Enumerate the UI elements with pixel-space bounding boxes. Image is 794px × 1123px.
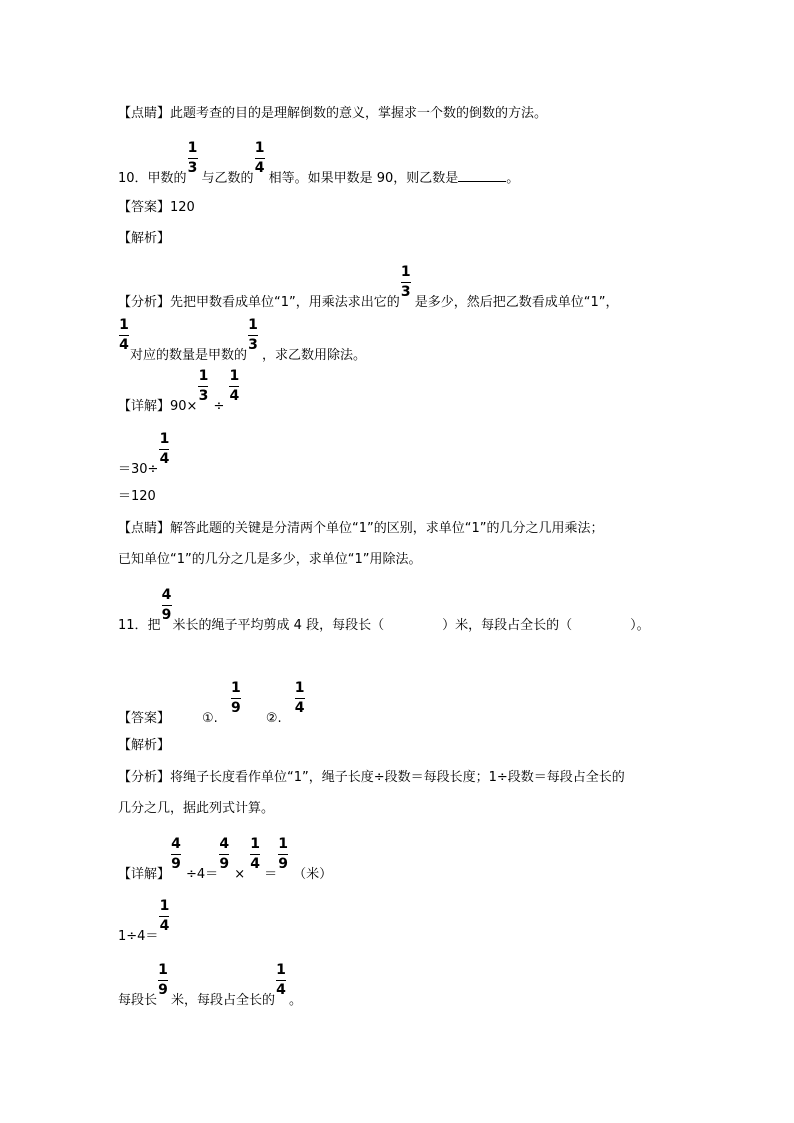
fraction-one-third: $\frac{1}{3}$: [400, 264, 411, 300]
fraction-one-fourth: $\frac{1}{4}$: [229, 368, 240, 404]
fraction-one-third: $\frac{1}{3}$: [187, 140, 198, 176]
fraction-one-fourth: $\frac{1}{4}$: [119, 317, 129, 353]
fraction-four-ninths: $\frac{4}{9}$: [171, 836, 181, 872]
q11-final: 每段长 $\frac{1}{9}$ 米，每段占全长的 $\frac{1}{4}$ 。: [118, 962, 303, 1008]
fraction-one-fourth: $\frac{1}{4}$: [159, 431, 170, 467]
q11-analysis-line2: 几分之几，据此列式计算。: [118, 801, 275, 816]
q10-analysis-line1: 【分析】先把甲数看成单位“1”，用乘法求出它的 $\frac{1}{3}$ 是多少，然后把乙数看成单位“1”，: [118, 264, 619, 310]
q10-analysis-line2: $\frac{1}{4}$ 对应的数量是甲数的 $\frac{1}{3}$ ，求乙数用除法。: [119, 317, 367, 363]
q11-detail: 【详解】 $\frac{4}{9}$ ÷4＝ $\frac{4}{9}$ × $\frac{1}{4}$ ＝ $\frac{1}{9}$ （米）: [118, 836, 333, 882]
q10-dianjing-line2: 已知单位“1”的几分之几是多少，求单位“1”用除法。: [118, 552, 422, 567]
q10-question: 10．甲数的 $\frac{1}{3}$ 与乙数的 $\frac{1}{4}$ 相等。如果甲数是 90，则乙数是 。: [118, 140, 520, 186]
fraction-one-third: $\frac{1}{3}$: [198, 368, 209, 404]
q11-answer: 【答案】 ①. $\frac{1}{9}$ ②. $\frac{1}{4}$: [118, 680, 305, 726]
fraction-one-fourth: $\frac{1}{4}$: [254, 140, 265, 176]
q11-question: 11．把 $\frac{4}{9}$ 米长的绳子平均剪成 4 段，每段长（ ）米，每段占全长的（ ）。: [118, 587, 650, 633]
fraction-one-ninth: $\frac{1}{9}$: [230, 680, 241, 716]
q10-step3: ＝120: [118, 489, 156, 504]
fraction-one-ninth: $\frac{1}{9}$: [278, 836, 288, 872]
q10-jiexi: 【解析】: [118, 231, 171, 246]
fraction-four-ninths: $\frac{4}{9}$: [219, 836, 230, 872]
q10-answer: 【答案】120: [118, 200, 195, 215]
fraction-one-fourth: $\frac{1}{4}$: [250, 836, 260, 872]
q11-line2: 1÷4＝ $\frac{1}{4}$: [118, 898, 170, 944]
q9-dianjing: 【点睛】此题考查的目的是理解倒数的意义，掌握求一个数的倒数的方法。: [118, 106, 548, 121]
q10-dianjing-line1: 【点睛】解答此题的关键是分清两个单位“1”的区别，求单位“1”的几分之几用乘法；: [118, 521, 604, 536]
answer-blank: [458, 169, 506, 182]
fraction-one-fourth: $\frac{1}{4}$: [159, 898, 170, 934]
fraction-one-fourth: $\frac{1}{4}$: [276, 962, 286, 998]
fraction-one-ninth: $\frac{1}{9}$: [158, 962, 168, 998]
fraction-four-ninths: $\frac{4}{9}$: [161, 587, 172, 623]
q10-step2: ＝30÷ $\frac{1}{4}$: [118, 431, 170, 477]
q11-analysis-line1: 【分析】将绳子长度看作单位“1”，绳子长度÷段数＝每段长度；1÷段数＝每段占全长的: [118, 770, 625, 785]
fraction-one-third: $\frac{1}{3}$: [248, 317, 258, 353]
q10-detail: 【详解】90× $\frac{1}{3}$ ÷ $\frac{1}{4}$: [118, 368, 240, 414]
q11-jiexi: 【解析】: [118, 738, 171, 753]
fraction-one-fourth: $\frac{1}{4}$: [294, 680, 305, 716]
